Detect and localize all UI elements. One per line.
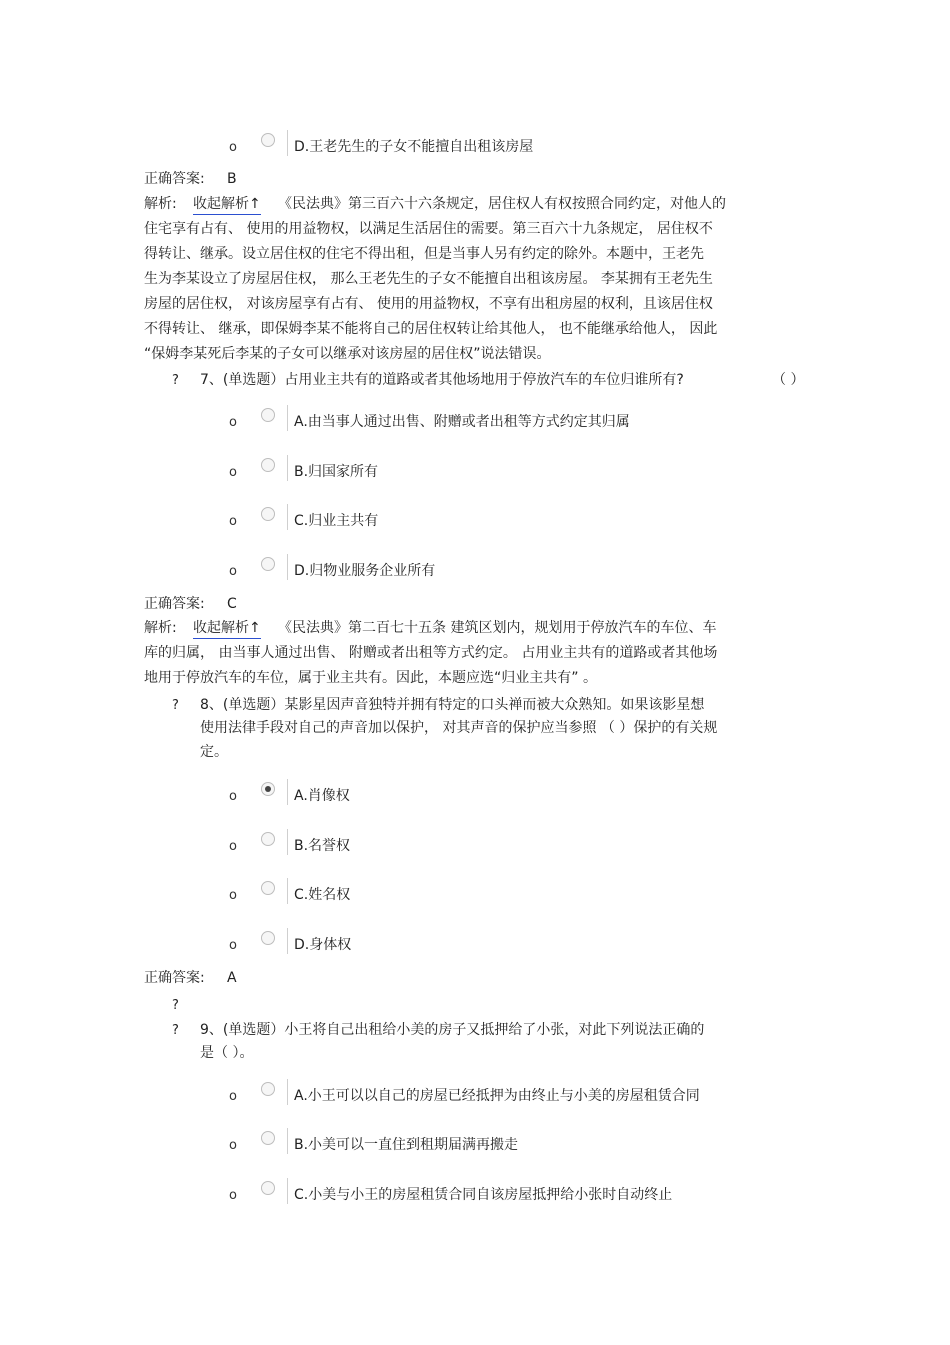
radio-circle-icon bbox=[261, 507, 275, 521]
radio-circle-icon bbox=[261, 881, 275, 895]
radio-option-d[interactable] bbox=[258, 928, 288, 954]
question-text: 7、(单选题）占用业主共有的道路或者其他场地用于停放汽车的车位归谁所有? bbox=[200, 372, 684, 388]
option-label: D.归物业服务企业所有 bbox=[294, 563, 436, 579]
correct-answer-value: C bbox=[227, 596, 237, 612]
radio-circle-icon bbox=[261, 458, 275, 472]
radio-option-a[interactable] bbox=[258, 779, 288, 805]
radio-option-c[interactable] bbox=[258, 878, 288, 904]
radio-circle-icon bbox=[261, 832, 275, 846]
option-label: D.身体权 bbox=[294, 937, 352, 953]
option-bullet: o bbox=[229, 1138, 237, 1153]
analysis-text-line: 《民法典》第三百六十六条规定，居住权人有权按照合同约定，对他人的 bbox=[278, 196, 726, 212]
analysis-text-line: 《民法典》第二百七十五条 建筑区划内，规划用于停放汽车的车位、车 bbox=[278, 620, 717, 636]
option-label: C.归业主共有 bbox=[294, 513, 379, 529]
correct-answer-label: 正确答案: bbox=[144, 970, 205, 986]
radio-circle-icon bbox=[261, 1131, 275, 1145]
radio-option-c[interactable] bbox=[258, 1178, 288, 1204]
analysis-label: 解析: bbox=[144, 196, 177, 212]
question-text: 9、(单选题）小王将自己出租给小美的房子又抵押给了小张，对此下列说法正确的 bbox=[200, 1022, 705, 1038]
radio-circle-icon bbox=[261, 408, 275, 422]
option-bullet: o bbox=[229, 564, 237, 579]
radio-option-c[interactable] bbox=[258, 504, 288, 530]
radio-option-a[interactable] bbox=[258, 1079, 288, 1105]
radio-circle-icon bbox=[261, 931, 275, 945]
option-bullet: o bbox=[229, 789, 237, 804]
correct-answer-value: B bbox=[227, 171, 237, 187]
radio-circle-icon bbox=[261, 1082, 275, 1096]
analysis-text-line: 得转让、继承。设立居住权的住宅不得出租，但是当事人另有约定的除外。本题中，王老先 bbox=[144, 246, 704, 262]
option-label: B.名誉权 bbox=[294, 838, 351, 854]
radio-option-d[interactable] bbox=[258, 554, 288, 580]
question-text: 使用法律手段对自己的声音加以保护， 对其声音的保护应当参照 （ ）保护的有关规 bbox=[200, 720, 718, 736]
answer-blank: （ ） bbox=[772, 372, 805, 388]
option-bullet: o bbox=[229, 465, 237, 480]
option-label: A.小王可以以自己的房屋已经抵押为由终止与小美的房屋租赁合同 bbox=[294, 1088, 700, 1104]
correct-answer-label: 正确答案: bbox=[144, 596, 205, 612]
radio-option-b[interactable] bbox=[258, 829, 288, 855]
radio-option-b[interactable] bbox=[258, 1128, 288, 1154]
analysis-text-line: 房屋的居住权， 对该房屋享有占有、 使用的用益物权，不享有出租房屋的权利，且该居住权 bbox=[144, 296, 713, 312]
radio-option-a[interactable] bbox=[258, 405, 288, 431]
radio-option-b[interactable] bbox=[258, 455, 288, 481]
radio-option-d[interactable] bbox=[258, 130, 288, 156]
radio-selected-icon bbox=[261, 782, 275, 796]
option-label: C.姓名权 bbox=[294, 887, 351, 903]
option-bullet: o bbox=[229, 140, 237, 155]
radio-circle-icon bbox=[261, 557, 275, 571]
question-text: 是（ ）。 bbox=[200, 1045, 254, 1061]
option-label: A.肖像权 bbox=[294, 788, 350, 804]
option-label: B.归国家所有 bbox=[294, 464, 379, 480]
question-text: 定。 bbox=[200, 744, 228, 760]
radio-circle-icon bbox=[261, 133, 275, 147]
analysis-label: 解析: bbox=[144, 620, 177, 636]
analysis-text-line: 地用于停放汽车的车位，属于业主共有。因此，本题应选“归业主共有” 。 bbox=[144, 670, 597, 686]
correct-answer-label: 正确答案: bbox=[144, 171, 205, 187]
question-marker: ? bbox=[172, 998, 179, 1013]
option-bullet: o bbox=[229, 1089, 237, 1104]
analysis-text-line: “保姆李某死后李某的子女可以继承对该房屋的居住权”说法错误。 bbox=[144, 346, 551, 362]
option-label: C.小美与小王的房屋租赁合同自该房屋抵押给小张时自动终止 bbox=[294, 1187, 673, 1203]
collapse-analysis-link[interactable]: 收起解析↑ bbox=[193, 619, 261, 639]
collapse-analysis-link[interactable]: 收起解析↑ bbox=[193, 195, 261, 215]
option-bullet: o bbox=[229, 415, 237, 430]
option-bullet: o bbox=[229, 514, 237, 529]
radio-circle-icon bbox=[261, 1181, 275, 1195]
option-bullet: o bbox=[229, 839, 237, 854]
option-label: A.由当事人通过出售、附赠或者出租等方式约定其归属 bbox=[294, 414, 630, 430]
option-bullet: o bbox=[229, 888, 237, 903]
analysis-text-line: 不得转让、 继承，即保姆李某不能将自己的居住权转让给其他人， 也不能继承给他人， 因此 bbox=[144, 321, 718, 337]
option-bullet: o bbox=[229, 1188, 237, 1203]
option-label: D.王老先生的子女不能擅自出租该房屋 bbox=[294, 139, 534, 155]
analysis-text-line: 库的归属， 由当事人通过出售、 附赠或者出租等方式约定。 占用业主共有的道路或者其他场 bbox=[144, 645, 718, 661]
question-marker: ? bbox=[172, 698, 179, 713]
option-label: B.小美可以一直住到租期届满再搬走 bbox=[294, 1137, 519, 1153]
analysis-text-line: 生为李某设立了房屋居住权， 那么王老先生的子女不能擅自出租该房屋。 李某拥有王老先生 bbox=[144, 271, 713, 287]
question-marker: ? bbox=[172, 373, 179, 388]
option-bullet: o bbox=[229, 938, 237, 953]
analysis-text-line: 住宅享有占有、 使用的用益物权，以满足生活居住的需要。第三百六十九条规定， 居住权不 bbox=[144, 221, 713, 237]
question-text: 8、(单选题）某影星因声音独特并拥有特定的口头禅而被大众熟知。如果该影星想 bbox=[200, 697, 705, 713]
correct-answer-value: A bbox=[227, 970, 237, 986]
question-marker: ? bbox=[172, 1023, 179, 1038]
